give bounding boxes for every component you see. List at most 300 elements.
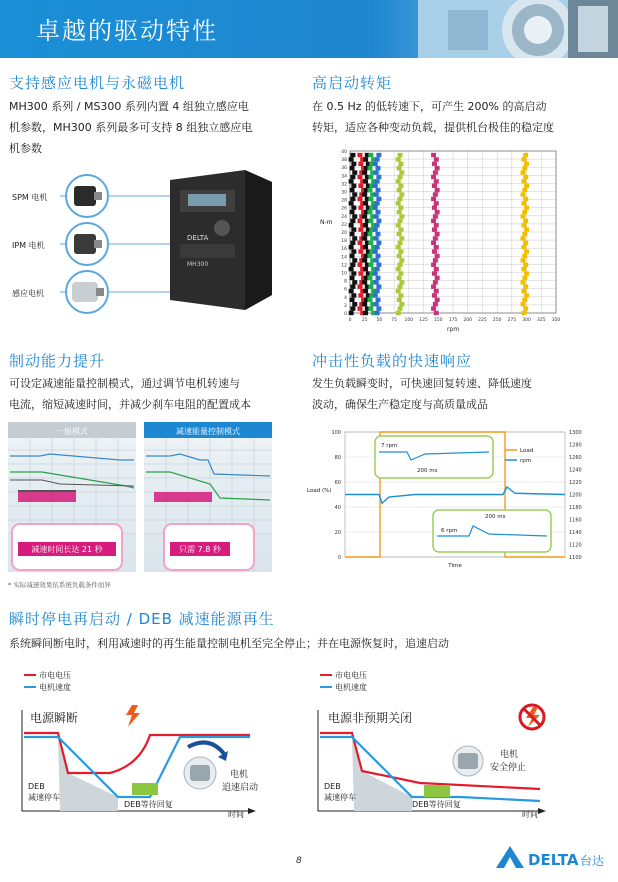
torque-point <box>367 166 372 170</box>
section-title-fast-response: 冲击性负载的快速响应 <box>312 352 473 370</box>
torque-point <box>399 170 404 174</box>
torque-point <box>521 179 526 183</box>
legend-load-label: Load <box>520 448 534 454</box>
torque-point <box>434 311 439 315</box>
torque-point <box>435 232 440 236</box>
x-tick-label: 250 <box>492 318 502 323</box>
torque-chart <box>312 145 572 335</box>
y-tick-label: 0 <box>344 312 347 317</box>
torque-point <box>350 263 355 267</box>
torque-point <box>397 210 402 214</box>
torque-point <box>363 201 368 205</box>
x-tick-label: 225 <box>478 318 487 323</box>
torque-point <box>521 280 526 284</box>
svg-text:市电电压: 市电电压 <box>335 671 367 680</box>
torque-point <box>433 192 438 196</box>
torque-point <box>396 201 401 205</box>
y-tick-label: 6 <box>344 287 347 293</box>
y-tick-label: 100 <box>331 430 341 436</box>
y-tick-label: 26 <box>341 206 347 212</box>
torque-point <box>521 302 526 306</box>
torque-point <box>375 166 380 170</box>
torque-point <box>376 219 381 223</box>
torque-point <box>368 219 373 223</box>
section-title-braking: 制动能力提升 <box>9 352 106 370</box>
no-power-icon <box>520 705 544 729</box>
torque-point <box>431 219 436 223</box>
x-tick-label: 175 <box>448 318 458 323</box>
torque-point <box>398 271 403 275</box>
svg-text:减速停车: 减速停车 <box>28 793 60 802</box>
y-tick-label: 12 <box>341 263 347 269</box>
torque-point <box>398 197 403 201</box>
torque-point <box>367 298 372 302</box>
y-tick-label: 10 <box>341 271 347 277</box>
torque-point <box>368 175 373 179</box>
torque-point <box>523 263 528 267</box>
x-tick-label: 75 <box>391 318 398 323</box>
torque-point <box>357 263 362 267</box>
motor-stop-icon <box>453 746 483 776</box>
torque-point <box>374 280 379 284</box>
torque-point <box>367 276 372 280</box>
torque-point <box>352 236 357 240</box>
torque-point <box>374 302 379 306</box>
torque-point <box>522 210 527 214</box>
y-tick-label: 38 <box>341 158 347 164</box>
rpm-series-line <box>345 487 565 503</box>
section-text-braking: 可设定减速能量控制模式，通过调节电机转速与 电流，缩短减速时间，并减少刹车电阻的配置成本 <box>9 377 251 411</box>
torque-point <box>521 157 526 161</box>
torque-point <box>399 192 404 196</box>
torque-point <box>523 175 528 179</box>
torque-point <box>375 298 380 302</box>
torque-point <box>396 179 401 183</box>
torque-point <box>433 258 438 262</box>
torque-point <box>431 241 436 245</box>
y-tick-label: 18 <box>341 239 347 245</box>
torque-point <box>350 298 355 302</box>
power-off-diagram <box>300 665 600 825</box>
torque-point <box>351 293 356 297</box>
torque-point <box>434 267 439 271</box>
y-tick-label: 30 <box>341 190 347 196</box>
legend-rpm-label: rpm <box>520 458 532 464</box>
torque-point <box>522 276 527 280</box>
torque-point <box>398 241 403 245</box>
legend-voltage-label: 市电电压 <box>39 671 71 680</box>
torque-point <box>375 245 380 249</box>
torque-point <box>350 306 355 310</box>
torque-point <box>358 184 363 188</box>
torque-point <box>432 271 437 275</box>
deb-wait-bar <box>132 783 158 795</box>
torque-point <box>521 170 526 174</box>
torque-point <box>432 184 437 188</box>
y-tick-label: 40 <box>341 150 347 155</box>
torque-point <box>521 258 526 262</box>
torque-point <box>357 197 362 201</box>
torque-point <box>397 232 402 236</box>
power-dip-diagram <box>0 665 300 825</box>
torque-point <box>357 153 362 157</box>
torque-point <box>433 236 438 240</box>
torque-point <box>523 219 528 223</box>
torque-point <box>431 284 436 288</box>
torque-point <box>375 210 380 214</box>
torque-point <box>349 267 354 271</box>
x-axis-label: Time <box>448 563 462 569</box>
torque-point <box>374 214 379 218</box>
braking-footnote: * 实际减速效果依系统负载条件而异 <box>8 581 111 589</box>
torque-point <box>433 302 438 306</box>
torque-point <box>352 214 357 218</box>
torque-point <box>398 206 403 210</box>
y-tick-label: 4 <box>344 295 347 301</box>
y-tick-label: 22 <box>341 222 347 228</box>
torque-point <box>435 188 440 192</box>
torque-point <box>435 166 440 170</box>
torque-point <box>431 153 436 157</box>
energy-decel-time-label: 只需 7.8 秒 <box>179 545 221 554</box>
torque-point <box>367 254 372 258</box>
torque-point <box>373 293 378 297</box>
section-title-deb: 瞬时停电再启动 / DEB 减速能源再生 <box>9 610 275 628</box>
torque-point <box>432 206 437 210</box>
torque-point <box>521 245 526 249</box>
torque-point <box>362 236 367 240</box>
torque-point <box>397 254 402 258</box>
torque-point <box>397 188 402 192</box>
torque-point <box>523 153 528 157</box>
torque-point <box>434 201 439 205</box>
torque-point <box>373 271 378 275</box>
y2-tick-label: 1300 <box>569 430 582 436</box>
torque-point <box>434 157 439 161</box>
torque-point <box>375 157 380 161</box>
torque-point <box>398 306 403 310</box>
torque-point <box>368 153 373 157</box>
torque-point <box>396 289 401 293</box>
svg-text:追速启动: 追速启动 <box>222 783 259 793</box>
torque-point <box>521 311 526 315</box>
torque-point <box>431 263 436 267</box>
torque-point <box>397 276 402 280</box>
time-axis-label: 时间 <box>228 810 244 819</box>
x-tick-label: 25 <box>361 318 368 323</box>
torque-point <box>396 267 401 271</box>
torque-point <box>362 192 367 196</box>
torque-point <box>431 197 436 201</box>
y-tick-label: 16 <box>341 247 347 253</box>
torque-point <box>435 298 440 302</box>
torque-series <box>396 153 405 315</box>
x-tick-label: 300 <box>522 318 531 323</box>
power-dip-title: 电源瞬断 <box>30 711 79 725</box>
torque-point <box>368 306 373 310</box>
y-axis-label: N-m <box>320 218 333 226</box>
torque-point <box>524 227 529 231</box>
torque-point <box>352 258 357 262</box>
torque-point <box>375 289 380 293</box>
y-tick-label: 80 <box>334 455 341 461</box>
svg-text:安全停止: 安全停止 <box>490 763 527 773</box>
torque-point <box>363 179 368 183</box>
torque-point <box>399 214 404 218</box>
torque-point <box>358 227 363 231</box>
torque-point <box>368 263 373 267</box>
x-tick-label: 0 <box>348 318 352 323</box>
torque-point <box>375 254 380 258</box>
x-tick-label: 325 <box>536 318 546 323</box>
torque-point <box>521 267 526 271</box>
torque-point <box>398 293 403 297</box>
torque-point <box>351 271 356 275</box>
motor-label-ipm: IPM 电机 <box>12 241 45 250</box>
torque-point <box>376 306 381 310</box>
torque-point <box>374 236 379 240</box>
torque-point <box>375 223 380 227</box>
torque-point <box>524 293 529 297</box>
torque-point <box>521 236 526 240</box>
torque-point <box>434 223 439 227</box>
y2-tick-label: 1240 <box>569 467 582 474</box>
torque-point <box>375 276 380 280</box>
torque-point <box>357 219 362 223</box>
torque-point <box>521 223 526 227</box>
torque-point <box>433 280 438 284</box>
x-tick-label: 275 <box>507 318 517 323</box>
torque-point <box>367 188 372 192</box>
y2-tick-label: 1140 <box>569 530 582 536</box>
torque-point <box>523 241 528 245</box>
torque-point <box>350 232 355 236</box>
page-header <box>0 0 618 58</box>
x-tick-label: 350 <box>551 318 561 323</box>
torque-point <box>350 153 355 157</box>
drive-model-label: MH300 <box>187 261 209 268</box>
torque-point <box>351 227 356 231</box>
torque-point <box>357 175 362 179</box>
braking-comparison-figure <box>0 420 290 595</box>
torque-point <box>396 223 401 227</box>
torque-point <box>368 284 373 288</box>
torque-point <box>363 311 368 315</box>
torque-point <box>351 249 356 253</box>
torque-point <box>363 223 368 227</box>
torque-point <box>363 289 368 293</box>
torque-point <box>352 170 357 174</box>
torque-point <box>432 162 437 166</box>
torque-point <box>358 271 363 275</box>
torque-point <box>349 179 354 183</box>
torque-point <box>375 201 380 205</box>
torque-point <box>398 249 403 253</box>
mode-energy-label: 减速能量控制模式 <box>176 427 240 436</box>
legend-speed-label: 电机速度 <box>39 683 71 692</box>
x-tick-label: 200 <box>463 318 473 323</box>
y2-tick-label: 1220 <box>569 480 582 486</box>
y2-tick-label: 1280 <box>569 442 582 449</box>
torque-point <box>523 197 528 201</box>
torque-point <box>350 276 355 280</box>
torque-point <box>375 188 380 192</box>
y-tick-label: 8 <box>344 279 347 285</box>
torque-point <box>363 267 368 271</box>
page-number: 8 <box>296 856 302 866</box>
torque-point <box>434 245 439 249</box>
svg-text:电机速度: 电机速度 <box>335 683 367 692</box>
torque-point <box>358 206 363 210</box>
torque-point <box>368 197 373 201</box>
torque-point <box>350 175 355 179</box>
torque-point <box>522 232 527 236</box>
torque-point <box>363 157 368 161</box>
torque-point <box>373 162 378 166</box>
deb-wait-bar-right <box>424 785 450 797</box>
torque-point <box>434 289 439 293</box>
torque-point <box>349 245 354 249</box>
torque-point <box>433 214 438 218</box>
torque-point <box>349 289 354 293</box>
y2-tick-label: 1200 <box>569 492 582 499</box>
torque-point <box>524 162 529 166</box>
torque-point <box>375 267 380 271</box>
svg-text:电机: 电机 <box>230 770 249 780</box>
y-tick-label: 2 <box>344 303 347 309</box>
torque-point <box>352 192 357 196</box>
annotation-rpm-bottom: 6 rpm <box>441 528 458 534</box>
torque-point <box>431 175 436 179</box>
torque-point <box>398 263 403 267</box>
section-text-motor-support: MH300 系列 / MS300 系列内置 4 组独立感应电 机参数，MH300 系列最多可支持 8 组独立感应电 机参数 <box>9 100 253 155</box>
y-tick-label: 0 <box>337 555 341 561</box>
torque-point <box>373 249 378 253</box>
torque-point <box>432 227 437 231</box>
torque-point <box>352 280 357 284</box>
torque-point <box>375 232 380 236</box>
motor-label-induction: 感应电机 <box>12 289 44 298</box>
torque-point <box>522 166 527 170</box>
torque-point <box>431 306 436 310</box>
torque-point <box>396 311 401 315</box>
torque-point <box>398 219 403 223</box>
torque-point <box>435 276 440 280</box>
torque-point <box>350 197 355 201</box>
torque-point <box>376 153 381 157</box>
torque-point <box>524 206 529 210</box>
section-text-high-torque: 在 0.5 Hz 的低转速下，可产生 200% 的高启动 转矩，适应各种变动负载，提供机台极佳的稳定度 <box>312 100 554 134</box>
torque-point <box>397 166 402 170</box>
torque-point <box>398 153 403 157</box>
y-axis-label: Load (%) <box>307 488 332 494</box>
ipm-motor-icon <box>66 223 108 265</box>
drive-brand-label: DELTA <box>187 234 209 242</box>
torque-series <box>521 153 530 315</box>
svg-text:时间: 时间 <box>522 810 538 819</box>
torque-point <box>522 298 527 302</box>
y-tick-label: 14 <box>341 255 347 261</box>
torque-point <box>523 284 528 288</box>
ac-drive-image <box>170 170 272 310</box>
torque-point <box>376 263 381 267</box>
torque-point <box>350 188 355 192</box>
y-tick-label: 24 <box>341 214 347 220</box>
torque-point <box>362 258 367 262</box>
torque-point <box>350 284 355 288</box>
svg-text:电机: 电机 <box>500 750 519 760</box>
y-tick-label: 32 <box>341 182 347 188</box>
y-tick-label: 28 <box>341 198 347 204</box>
torque-point <box>435 254 440 258</box>
torque-point <box>521 289 526 293</box>
torque-point <box>368 241 373 245</box>
torque-point <box>521 201 526 205</box>
svg-text:DEB等待回复: DEB等待回复 <box>412 800 461 809</box>
torque-point <box>350 166 355 170</box>
torque-point <box>523 306 528 310</box>
torque-point <box>398 184 403 188</box>
torque-point <box>373 184 378 188</box>
torque-point <box>350 254 355 258</box>
torque-point <box>399 236 404 240</box>
torque-point <box>522 188 527 192</box>
torque-point <box>373 206 378 210</box>
svg-text:减速停车: 减速停车 <box>324 793 356 802</box>
lightning-icon <box>126 705 140 727</box>
brand-name: DELTA <box>528 851 579 869</box>
torque-point <box>398 284 403 288</box>
torque-point <box>376 175 381 179</box>
torque-point <box>349 157 354 161</box>
torque-point <box>521 214 526 218</box>
torque-point <box>399 302 404 306</box>
torque-point <box>357 284 362 288</box>
torque-point <box>375 311 380 315</box>
torque-point <box>399 280 404 284</box>
torque-point <box>373 227 378 231</box>
torque-point <box>350 219 355 223</box>
torque-point <box>349 311 354 315</box>
torque-point <box>350 241 355 245</box>
torque-point <box>398 162 403 166</box>
torque-point <box>351 162 356 166</box>
y2-tick-label: 1180 <box>569 505 582 511</box>
torque-point <box>367 210 372 214</box>
torque-point <box>376 284 381 288</box>
torque-point <box>396 157 401 161</box>
y2-tick-label: 1100 <box>569 555 582 561</box>
torque-point <box>349 223 354 227</box>
y2-tick-label: 1260 <box>569 455 582 461</box>
torque-point <box>350 210 355 214</box>
torque-point <box>375 179 380 183</box>
torque-point <box>376 241 381 245</box>
motor-label-spm: SPM 电机 <box>12 193 48 202</box>
section-text-deb: 系统瞬间断电时，利用减速时的再生能量控制电机至完全停止；并在电源恢复时，追速启动 <box>9 637 449 650</box>
torque-point <box>397 298 402 302</box>
annotation-ms-bottom: 200 ms <box>485 514 506 520</box>
y-tick-label: 34 <box>341 174 347 180</box>
normal-decel-time-label: 减速时间长达 21 秒 <box>31 545 103 554</box>
torque-point <box>376 197 381 201</box>
svg-text:DEB: DEB <box>324 782 341 791</box>
torque-point <box>434 179 439 183</box>
torque-point <box>432 249 437 253</box>
svg-text:DEB: DEB <box>28 782 45 791</box>
x-tick-label: 125 <box>419 318 428 323</box>
y2-tick-label: 1120 <box>569 542 582 549</box>
